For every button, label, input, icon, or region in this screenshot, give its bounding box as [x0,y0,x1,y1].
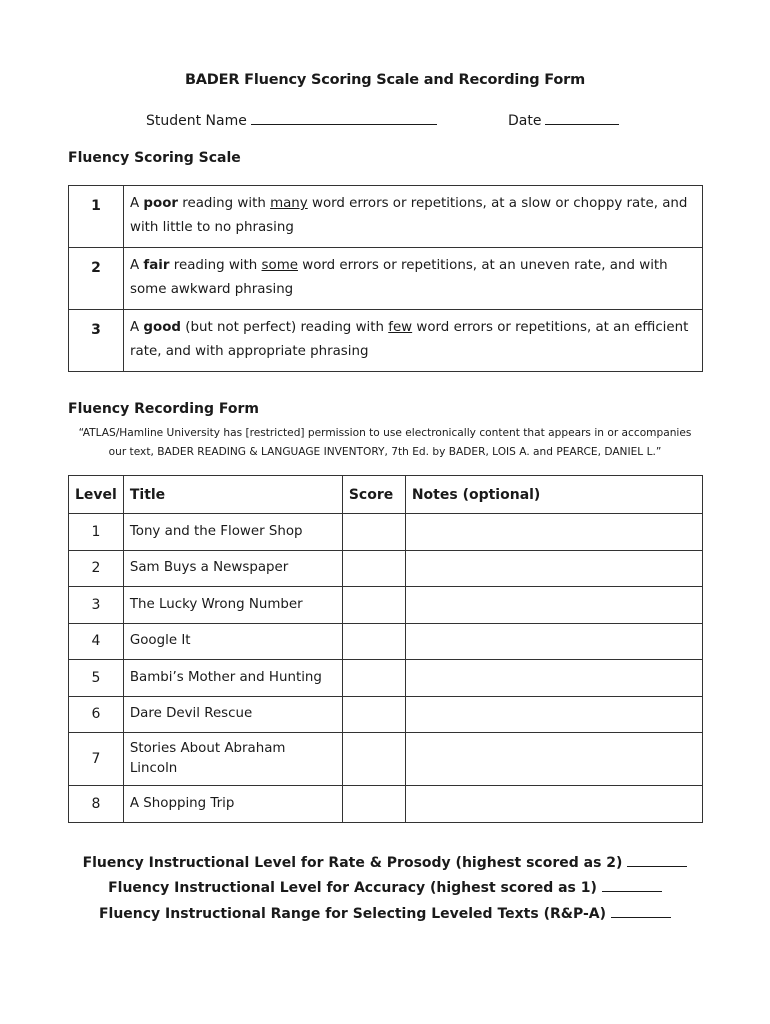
notes-cell[interactable] [405,587,702,624]
title-cell: A Shopping Trip [123,786,342,823]
summary-blank[interactable] [627,854,687,867]
score-cell[interactable] [342,733,405,786]
table-row [69,623,703,660]
notes-cell[interactable] [405,733,702,786]
title-cell: Bambi’s Mother and Hunting [123,660,342,697]
level-cell: 5 [69,660,124,697]
scale-description: A fair reading with some word errors or repetitions, at an uneven rate, and with some awkward phrasing [124,248,703,310]
level-cell: 2 [69,550,124,587]
score-cell[interactable] [342,660,405,697]
score-cell[interactable] [342,550,405,587]
summary-label: Fluency Instructional Level for Accuracy (highest scored as 1) [108,880,597,896]
score-cell[interactable] [342,514,405,551]
level-cell: 3 [69,587,124,624]
notes-cell[interactable] [405,786,702,823]
scoring-scale-table [68,185,703,372]
student-name-blank[interactable] [251,111,437,125]
table-row [69,660,703,697]
score-cell[interactable] [342,623,405,660]
date-field[interactable] [508,111,619,129]
notes-cell[interactable] [405,696,702,733]
table-row [69,696,703,733]
summary-blank[interactable] [602,879,662,892]
summary-range [0,905,770,922]
title-cell: Google It [123,623,342,660]
title-cell: Tony and the Flower Shop [123,514,342,551]
summary-label: Fluency Instructional Range for Selecting Leveled Texts (R&P-A) [98,906,607,922]
summary-blank[interactable] [611,905,671,918]
scale-score: 2 [69,248,124,310]
level-cell: 7 [69,733,124,786]
level-cell: 4 [69,623,124,660]
scoring-scale-heading: Fluency Scoring Scale [68,150,241,166]
table-row [69,786,703,823]
table-row [69,733,703,786]
permission-notice [60,424,710,462]
score-cell[interactable] [342,786,405,823]
notes-cell[interactable] [405,660,702,697]
level-cell: 6 [69,696,124,733]
title-cell: Stories About Abraham Lincoln [123,733,342,786]
scale-row [69,310,703,372]
column-header-score: Score [342,476,405,514]
permission-line: “ATLAS/Hamline University has [restricted] permission to use electronically content that appears in or accompanies [78,427,692,439]
student-name-field[interactable] [146,111,437,129]
scale-row [69,248,703,310]
score-cell[interactable] [342,696,405,733]
recording-table [68,475,703,823]
column-header-level: Level [69,476,124,514]
student-name-label: Student Name [146,113,247,129]
table-row [69,587,703,624]
scale-description: A good (but not perfect) reading with few word errors or repetitions, at an efficient rate, and with appropriate phrasing [124,310,703,372]
title-cell: Dare Devil Rescue [123,696,342,733]
notes-cell[interactable] [405,550,702,587]
column-header-title: Title [123,476,342,514]
summary-label: Fluency Instructional Level for Rate & Prosody (highest scored as 2) [82,855,623,871]
score-cell[interactable] [342,587,405,624]
date-blank[interactable] [545,111,619,125]
table-row [69,514,703,551]
column-header-notes: Notes (optional) [405,476,702,514]
scale-description: A poor reading with many word errors or repetitions, at a slow or choppy rate, and with little to no phrasing [124,186,703,248]
scale-score: 3 [69,310,124,372]
summary-accuracy [0,879,770,896]
date-label: Date [508,113,542,129]
scale-row [69,186,703,248]
scale-score: 1 [69,186,124,248]
title-cell: Sam Buys a Newspaper [123,550,342,587]
level-cell: 8 [69,786,124,823]
notes-cell[interactable] [405,514,702,551]
summary-rate-prosody [0,854,770,871]
notes-cell[interactable] [405,623,702,660]
level-cell: 1 [69,514,124,551]
table-row [69,550,703,587]
page-title: BADER Fluency Scoring Scale and Recording Form [184,72,586,88]
title-cell: The Lucky Wrong Number [123,587,342,624]
permission-line: our text, BADER READING & LANGUAGE INVENTORY, 7th Ed. by BADER, LOIS A. and PEARCE, DANIEL L.” [108,446,662,458]
recording-form-heading: Fluency Recording Form [68,401,259,417]
